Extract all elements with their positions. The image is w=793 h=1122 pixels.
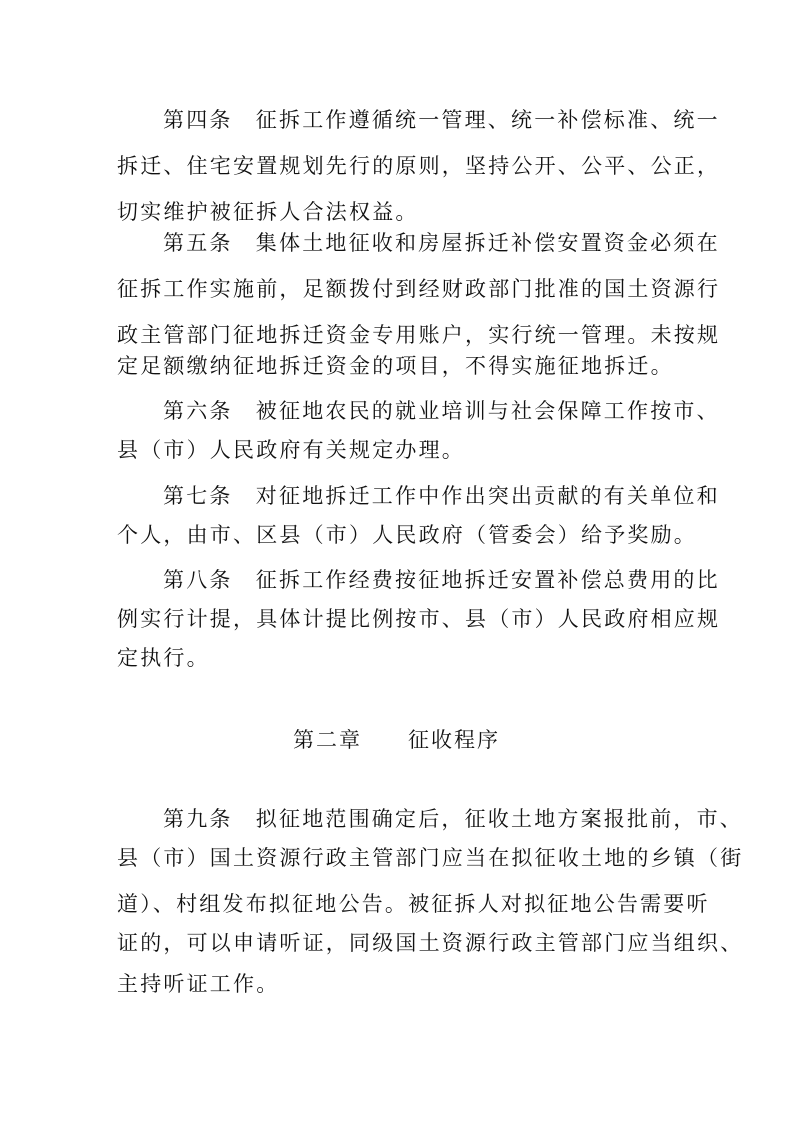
article-5-line-4: 定足额缴纳征地拆迁资金的项目，不得实施征地拆迁。 [117, 354, 674, 378]
chapter-heading: 第二章 征收程序 [293, 728, 500, 752]
article-7-line-2: 个人，由市、区县（市）人民政府（管委会）给予奖励。 [117, 523, 697, 547]
article-4-line-1: 第四条 征拆工作遵循统一管理、统一补偿标准、统一 [163, 108, 720, 132]
article-7-line-1: 第七条 对征地拆迁工作中作出突出贡献的有关单位和 [163, 484, 720, 508]
article-8-line-1: 第八条 征拆工作经费按征地拆迁安置补偿总费用的比 [163, 568, 720, 592]
article-9-line-4: 证的，可以申请听证，同级国土资源行政主管部门应当组织、 [117, 931, 744, 955]
article-5-line-3: 政主管部门征地拆迁资金专用账户，实行统一管理。未按规 [117, 323, 721, 347]
article-6-line-2: 县（市）人民政府有关规定办理。 [117, 438, 465, 462]
article-8-line-2: 例实行计提，具体计提比例按市、县（市）人民政府相应规 [117, 607, 721, 631]
article-5-line-2: 征拆工作实施前，足额拨付到经财政部门批准的国土资源行 [117, 277, 721, 301]
article-6-line-1: 第六条 被征地农民的就业培训与社会保障工作按市、 [163, 399, 720, 423]
article-5-line-1: 第五条 集体土地征收和房屋拆迁补偿安置资金必须在 [163, 231, 720, 255]
article-8-line-3: 定执行。 [117, 646, 210, 670]
article-9-line-5: 主持听证工作。 [117, 972, 280, 996]
article-4-line-2: 拆迁、住宅安置规划先行的原则，坚持公开、公平、公正， [117, 154, 721, 178]
article-9-line-3: 道）、村组发布拟征地公告。被征拆人对拟征地公告需要听 [117, 892, 710, 916]
article-4-line-3: 切实维护被征拆人合法权益。 [117, 200, 419, 224]
article-9-line-1: 第九条 拟征地范围确定后，征收土地方案报批前，市、 [163, 807, 743, 831]
article-9-line-2: 县（市）国土资源行政主管部门应当在拟征收土地的乡镇（街 [117, 846, 744, 870]
